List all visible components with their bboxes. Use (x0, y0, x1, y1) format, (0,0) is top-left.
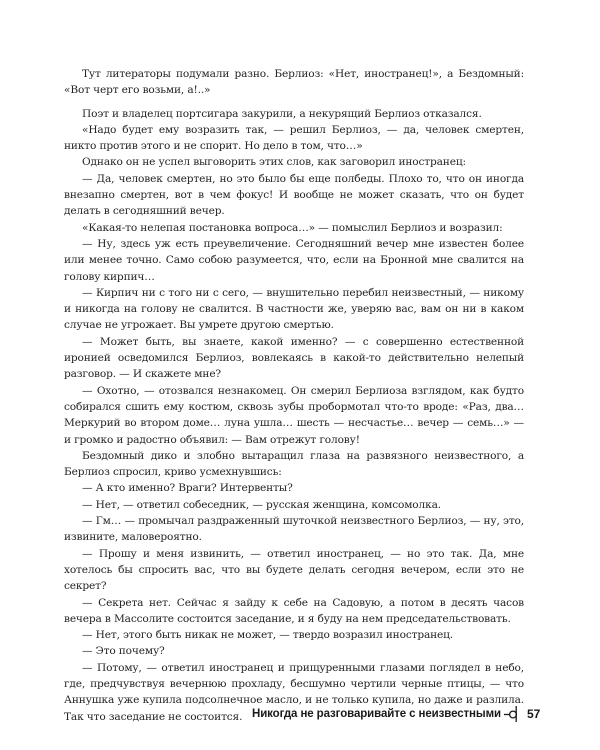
paragraph-6: «Какая-то нелепая постановка вопроса…» — помыслил Берлиоз и возразил: (82, 221, 503, 234)
paragraph-5: — Да, человек смертен, но это было бы еще полбеды. Плохо то, что он иногда внезапно смертен, вот в чем фокус! И вообще не может сказать, что он будет делать в сегодняшний вечер. (64, 172, 524, 218)
paragraph-13: — Нет, — ответил собеседник, — русская женщина, комсомолка. (82, 498, 441, 511)
paragraph-2: Поэт и владелец портсигара закурили, а некурящий Берлиоз отказался. (82, 107, 482, 120)
paragraph-19: — Потому, — ответил иностранец и прищуренными глазами поглядел в небо, где, предчувствуя вечернюю прохладу, бесшумно чертили черные птицы, — что Аннушка уже купила подсолнечное масло, и не только купила, но даже и разлила. Так что заседание не состоится. (64, 661, 524, 723)
running-title: Никогда не разговаривайте с неизвестными (252, 708, 501, 720)
paragraph-4: Однако он не успел выговорить этих слов, как заговорил иностранец: (82, 156, 466, 169)
paragraph-9: — Может быть, вы знаете, какой именно? — с совершенно естественной иронией осведомился Берлиоз, вовлекаясь в какой-то действительно нелепый разговор. — И скажете мне? (64, 335, 524, 381)
circle-hook-icon (504, 706, 518, 722)
paragraph-3: «Надо будет ему возразить так, — решил Берлиоз, — да, человек смертен, никто против этого и не спорит. Но дело в том, что…» (64, 123, 524, 153)
body-text (64, 66, 524, 725)
paragraph-1: Тут литераторы подумали разно. Берлиоз: «Нет, иностранец!», а Бездомный: «Вот черт его возьми, а!..» (64, 68, 524, 97)
paragraph-15: — Прошу и меня извинить, — ответил иностранец, — но это так. Да, мне хотелось бы спросить вас, что вы будете делать сегодня вечером, если это не секрет? (64, 547, 524, 593)
paragraph-14: — Гм… — промычал раздраженный шуточкой неизвестного Берлиоз, — ну, это, извините, маловероятно. (64, 515, 524, 544)
paragraph-8: — Кирпич ни с того ни с сего, — внушительно перебил неизвестный, — никому и никогда на голову не свалится. В частности же, уверяю вас, вам он ни в каком случае не угрожает. Вы умрете другою смертью. (64, 286, 524, 332)
paragraph-12: — А кто именно? Враги? Интервенты? (82, 482, 293, 495)
page-number: 57 (527, 707, 541, 721)
paragraph-18: — Это почему? (82, 645, 165, 658)
page-footer (0, 704, 600, 728)
paragraph-7: — Ну, здесь уж есть преувеличение. Сегодняшний вечер мне известен более или менее точно. Само собою разумеется, что, если на Бронной мне свалится на голову кирпич… (64, 237, 524, 283)
paragraph-11: Бездомный дико и злобно вытаращил глаза на развязного неизвестного, а Берлиоз спросил, криво усмехнувшись: (64, 449, 524, 479)
paragraph-17: — Нет, этого быть никак не может, — твердо возразил иностранец. (82, 629, 454, 642)
paragraph-10: — Охотно, — отозвался незнакомец. Он смерил Берлиоза взглядом, как будто собирался сшить ему костюм, сквозь зубы пробормотал что-то вроде: «Раз, два… Меркурий во втором доме… луна ушла… шесть — несчастье… вечер — семь…» — и громко и радостно объявил: — Вам отрежут голову! (64, 384, 524, 446)
paragraph-16: — Секрета нет. Сейчас я зайду к себе на Садовую, а потом в десять часов вечера в Массолите состоится заседание, и я буду на нем председательствовать. (64, 596, 524, 625)
